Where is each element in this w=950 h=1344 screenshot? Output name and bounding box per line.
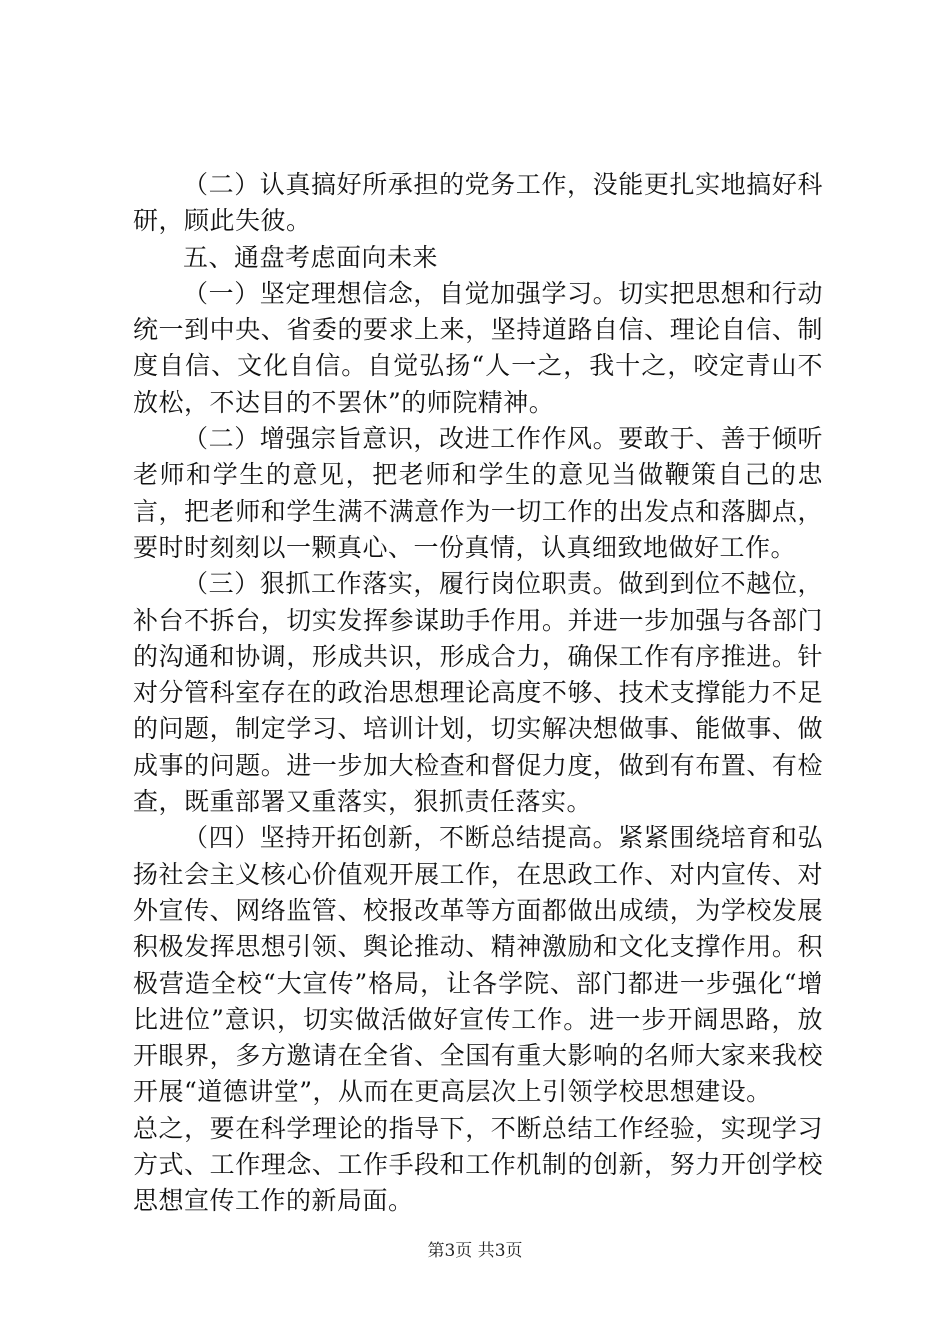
page-footer: [0, 1241, 950, 1261]
section-heading-future: 五、通盘考虑面向未来: [183, 242, 439, 272]
paragraph-conclusion: 总之，要在科学理论的指导下，不断总结工作经验，实现学习方式、工作理念、工作手段和工作机制的创新，努力开创学校思想宣传工作的新局面。: [133, 1113, 823, 1216]
paragraph-party-work: （二）认真搞好所承担的党务工作，没能更扎实地搞好科研，顾此失彼。: [133, 170, 823, 236]
paragraph-implementation: （三）狠抓工作落实，履行岗位职责。做到到位不越位，补台不拆台，切实发挥参谋助手作用。并进一步加强与各部门的沟通和协调，形成共识，形成合力，确保工作有序推进。针对分管科室存在的政治思想理论高度不够、技术支撑能力不足的问题，制定学习、培训计划，切实解决想做事、能做事、做成事的问题。进一步加大检查和督促力度，做到有布置、有检查，既重部署又重落实，狠抓责任落实。: [133, 569, 823, 817]
page-number: 第3页 共3页: [427, 1241, 523, 1261]
paragraph-ideals: （一）坚定理想信念，自觉加强学习。切实把思想和行动统一到中央、省委的要求上来，坚持道路自信、理论自信、制度自信、文化自信。自觉弘扬“人一之，我十之，咬定青山不放松，不达目的不罢休”的师院精神。: [133, 278, 823, 417]
paragraph-innovation: （四）坚持开拓创新，不断总结提高。紧紧围绕培育和弘扬社会主义核心价值观开展工作，在思政工作、对内宣传、对外宣传、网络监管、校报改革等方面都做出成绩，为学校发展积极发挥思想引领、舆论推动、精神激励和文化支撑作用。积极营造全校“大宣传”格局，让各学院、部门都进一步强化“增比进位”意识，切实做活做好宣传工作。进一步开阔思路，放开眼界，多方邀请在全省、全国有重大影响的名师大家来我校开展“道德讲堂”，从而在更高层次上引领学校思想建设。: [133, 823, 823, 1107]
paragraph-purpose: （二）增强宗旨意识，改进工作作风。要敢于、善于倾听老师和学生的意见，把老师和学生的意见当做鞭策自己的忠言，把老师和学生满不满意作为一切工作的出发点和落脚点，要时时刻刻以一颗真心、一份真情，认真细致地做好工作。: [133, 424, 823, 562]
document-body: [133, 167, 823, 1220]
